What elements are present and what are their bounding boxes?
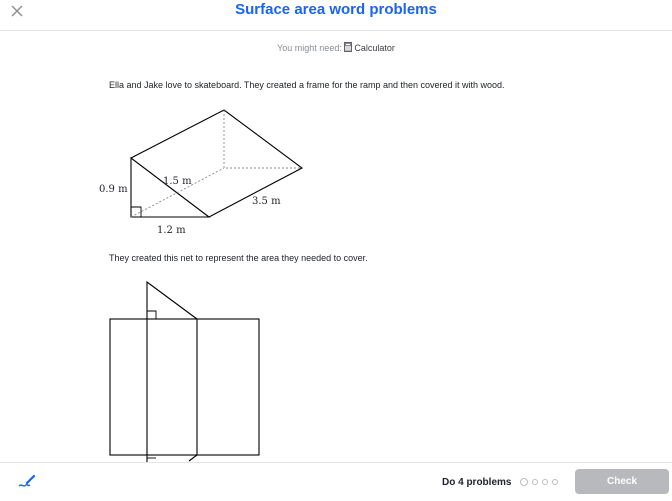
progress-dots [520,478,558,486]
progress-dot [552,479,558,485]
length-label: 3.5 m [252,196,281,207]
progress-dot [542,479,548,485]
problem-intro: Ella and Jake love to skateboard. They created a frame for the ramp and then covered it with wood. [109,80,505,90]
page-title: Surface area word problems [235,1,437,18]
progress-label: Do 4 problems [442,477,512,488]
calculator-label: Calculator [354,43,395,53]
base-label: 1.2 m [157,225,186,236]
tools-prefix: You might need: [277,43,342,53]
scratchpad-icon[interactable] [18,474,36,495]
hypotenuse-label: 1.5 m [163,176,192,187]
net-description: They created this net to represent the area they needed to cover. [109,253,368,263]
bottom-bar [0,462,672,501]
check-button[interactable]: Check [575,469,669,494]
progress-dot [520,478,528,486]
height-label: 0.9 m [99,184,128,195]
progress-dot [532,479,538,485]
